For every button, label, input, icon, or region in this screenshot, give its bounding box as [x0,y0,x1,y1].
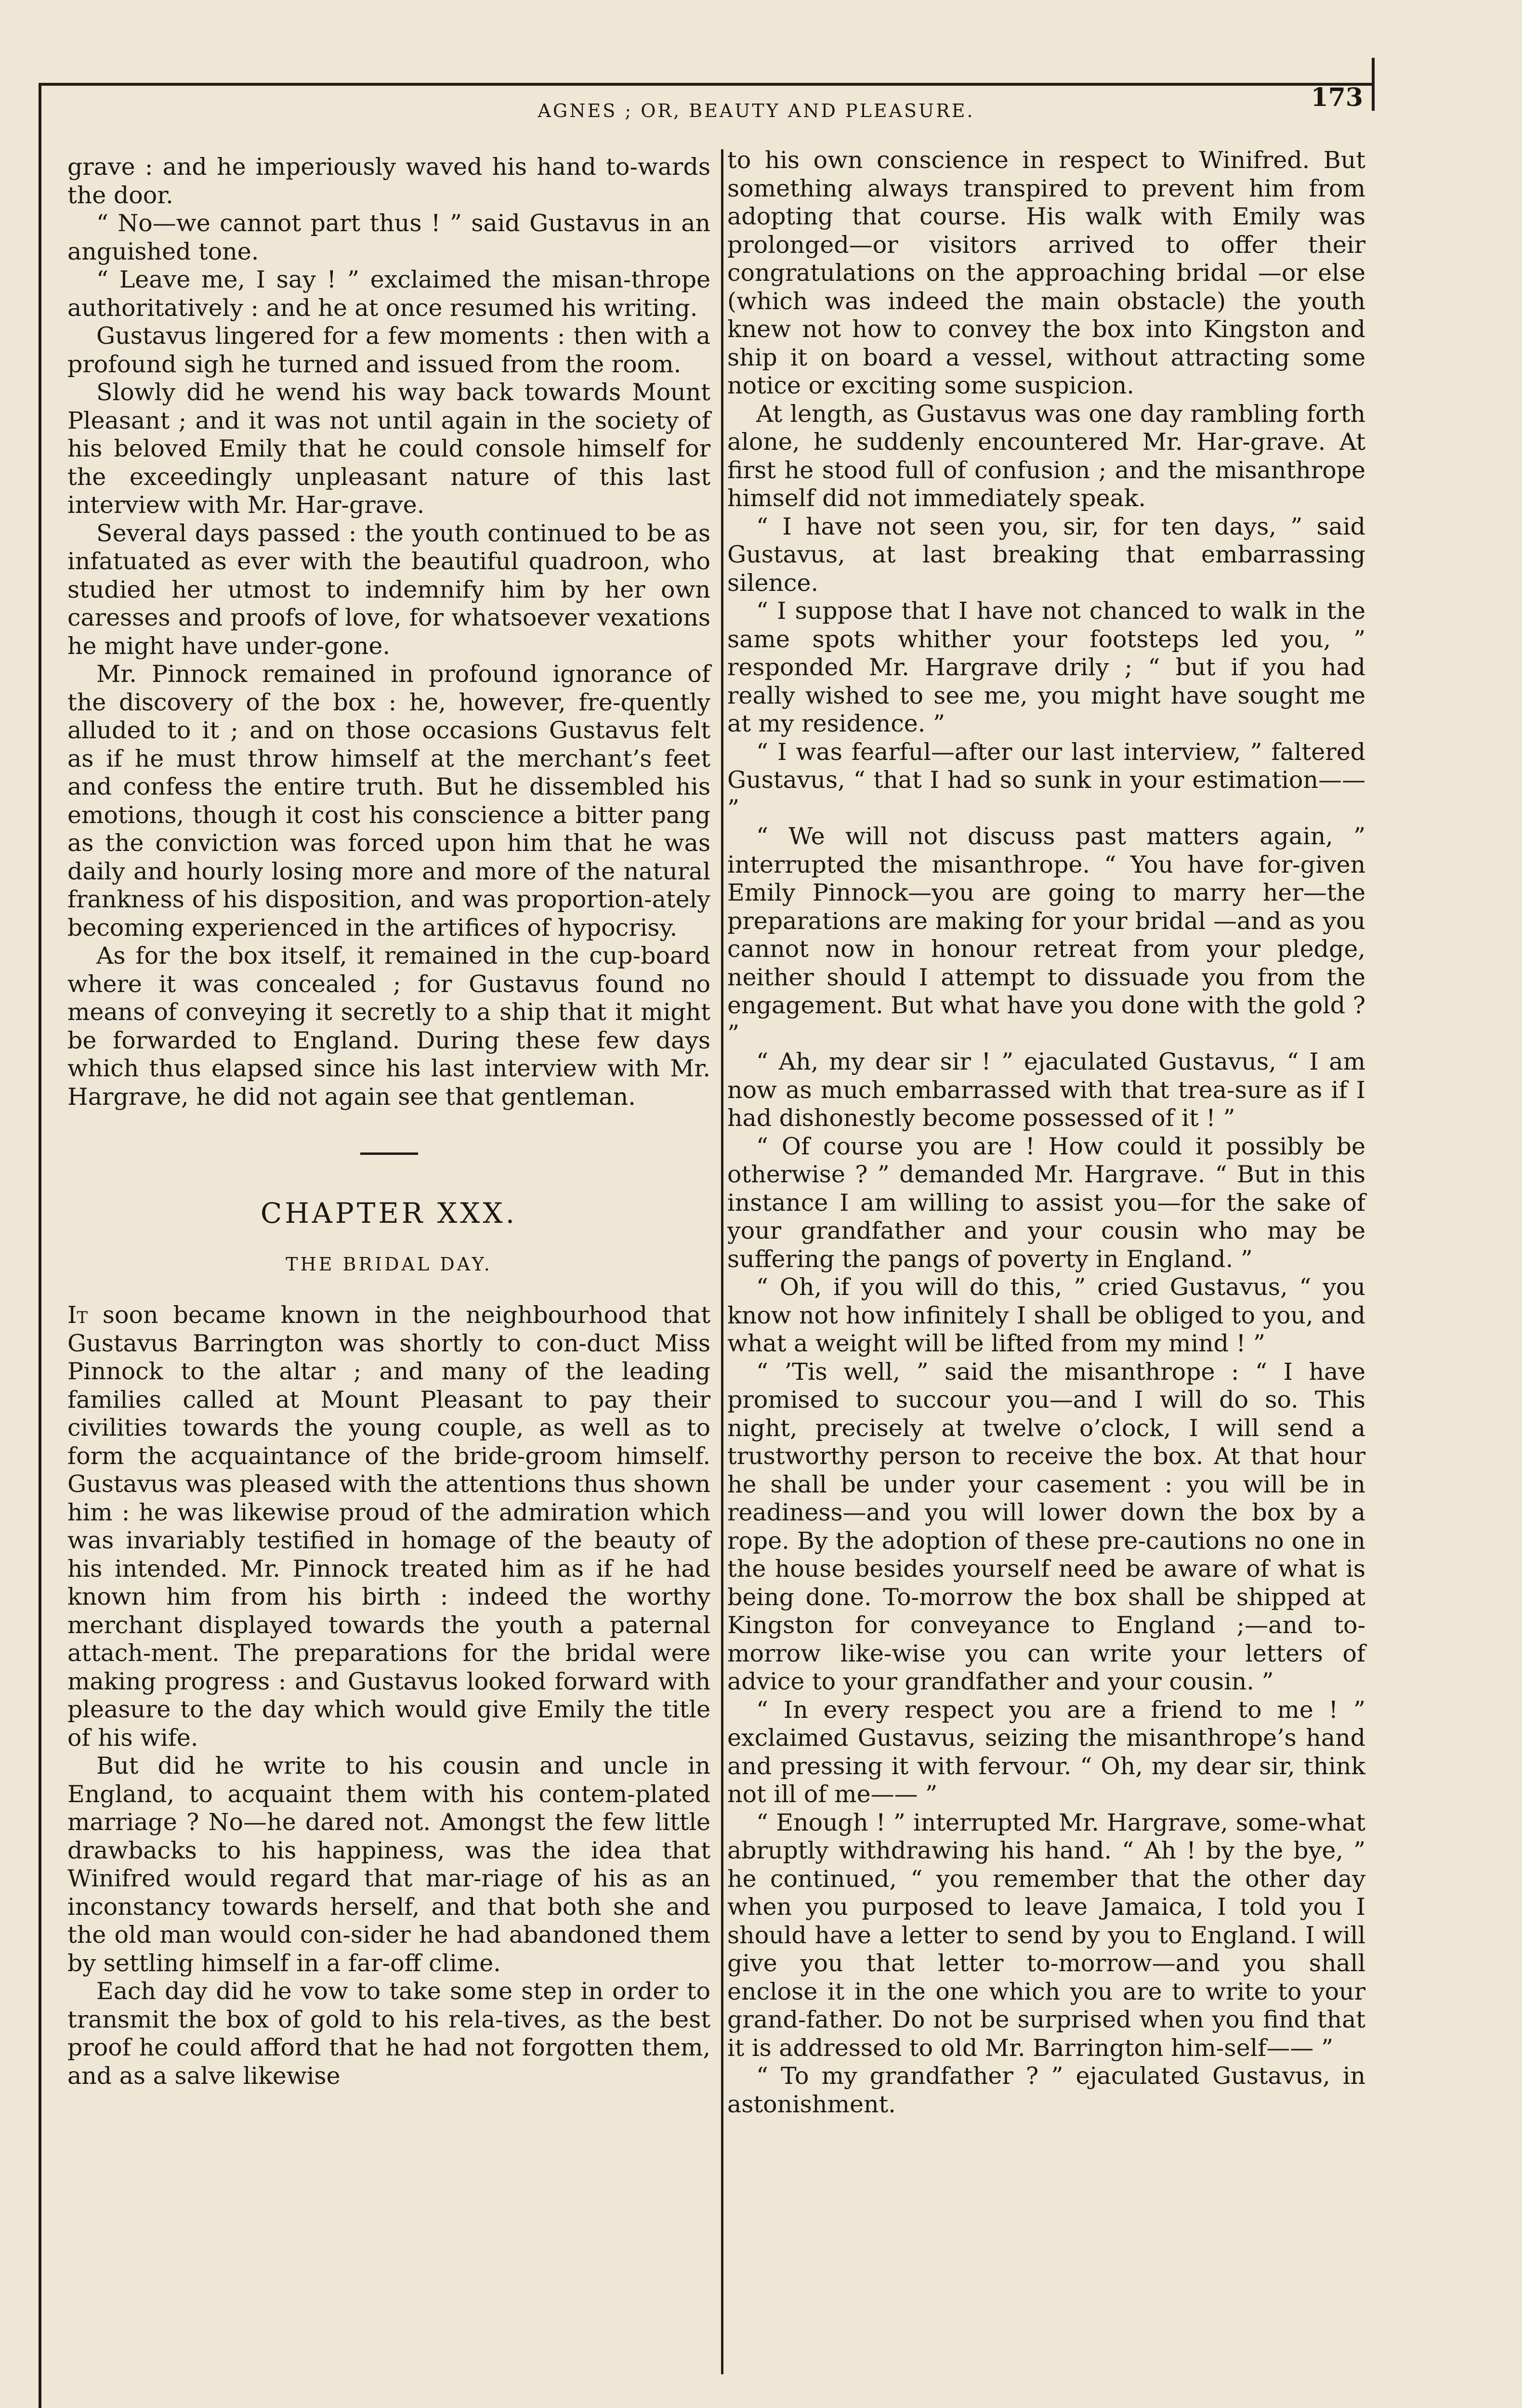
drop-word: It [67,1301,88,1329]
paragraph: grave : and he imperiously waved his hand to-wards the door. [67,153,710,209]
paragraph: “ Oh, if you will do this, ” cried Gustavus, “ you know not how infinitely I shall be obliged to you, and what a weight will be lifted from my mind ! ” [727,1273,1365,1357]
paragraph: “ ’Tis well, ” said the misanthrope : “ I have promised to succour you—and I will do so. This night, precisely at twelve o’clock, I will send a trustworthy person to receive the box. At that hour he shall be under your casement : you will be in readiness—and you will lower down the box by a rope. By the adoption of these pre-cautions no one in the house besides yourself need be aware of what is being done. To-morrow the box shall be shipped at Kingston for conveyance to England ;—and to-morrow like-wise you can write your letters of advice to your grandfather and your cousin. ” [727,1358,1365,1695]
chapter-subtitle: THE BRIDAL DAY. [286,1254,492,1275]
paragraph: “ Of course you are ! How could it possibly be otherwise ? ” demanded Mr. Hargrave. “ But in this instance I am willing to assist you—for the sake of your grandfather and your cousin who may be suffering the pangs of poverty in England. ” [727,1132,1365,1273]
header-rule [39,83,1372,86]
paragraph: “ Leave me, I say ! ” exclaimed the misan-thrope authoritatively : and he at once resumed his writing. [67,266,710,322]
paragraph: Slowly did he wend his way back towards Mount Pleasant ; and it was not until again in the society of his beloved Emily that he could console himself for the exceedingly unpleasant nature of this last interview with Mr. Har-grave. [67,379,710,519]
paragraph: Mr. Pinnock remained in profound ignorance of the discovery of the box : he, however, fre-quently alluded to it ; and on those occasions Gustavus felt as if he must throw himself at the merchant’s feet and confess the entire truth. But he dissembled his emotions, though it cost his conscience a bitter pang as the conviction was forced upon him that he was daily and hourly losing more and more of the natural frankness of his disposition, and was proportion-ately becoming experienced in the artifices of hypocrisy. [67,660,710,942]
paragraph: As for the box itself, it remained in the cup-board where it was concealed ; for Gustavus found no means of conveying it secretly to a ship that it might be forwarded to England. During these few days which thus elapsed since his last interview with Mr. Hargrave, he did not again see that gentleman. [67,942,710,1111]
page-number: 173 [1311,83,1363,112]
paragraph: Gustavus lingered for a few moments : then with a profound sigh he turned and issued from the room. [67,322,710,378]
paragraph: “ Enough ! ” interrupted Mr. Hargrave, some-what abruptly withdrawing his hand. “ Ah ! by the bye, ” he continued, “ you remember that the other day when you purposed to leave Jamaica, I told you I should have a letter to send by you to England. I will give you that letter to-morrow—and you shall enclose it in the one which you are to write to your grand-father. Do not be surprised when you find that it is addressed to old Mr. Barrington him-self—— ” [727,1808,1365,2062]
right-column [727,146,1365,2119]
paragraph: Each day did he vow to take some step in order to transmit the box of gold to his rela-tives, as the best proof he could afford that he had not forgotten them, and as a salve likewise [67,1977,710,2090]
paragraph: “ Ah, my dear sir ! ” ejaculated Gustavus, “ I am now as much embarrassed with that trea-sure as if I had dishonestly become possessed of it ! ” [727,1048,1365,1132]
left-column [67,153,710,2090]
paragraph: “ In every respect you are a friend to me ! ” exclaimed Gustavus, seizing the misanthrope’s hand and pressing it with fervour. “ Oh, my dear sir, think not ill of me—— ” [727,1696,1365,1808]
left-border-rule [39,83,41,2408]
paragraph: At length, as Gustavus was one day rambling forth alone, he suddenly encountered Mr. Har-grave. At first he stood full of confusion ; and the misanthrope himself did not immediately speak. [727,400,1365,512]
paragraph: “ No—we cannot part thus ! ” said Gustavus in an anguished tone. [67,209,710,265]
paragraph: Several days passed : the youth continued to be as infatuated as ever with the beautiful quadroon, who studied her utmost to indemnify him by her own caresses and proofs of love, for whatsoever vexations he might have under-gone. [67,519,710,660]
paragraph-text: soon became known in the neighbourhood that Gustavus Barrington was shortly to con-duct Miss Pinnock to the altar ; and many of the leading families called at Mount Pleasant to pay their civilities towards the young couple, as well as to form the acquaintance of the bride-groom himself. Gustavus was pleased with the attentions thus shown him : he was likewise proud of the admiration which was invariably testified in homage of the beauty of his intended. Mr. Pinnock treated him as if he had known him from his birth : indeed the worthy merchant displayed towards the youth a paternal attach-ment. The preparations for the bridal were making progress : and Gustavus looked forward with pleasure to the day which would give Emily the title of his wife. [67,1301,710,1752]
chapter-opening-paragraph [67,1301,710,1752]
chapter-title: CHAPTER XXX. [260,1197,518,1230]
section-separator [360,1152,418,1155]
running-title: AGNES ; OR, BEAUTY AND PLEASURE. [538,100,975,121]
paragraph: “ I have not seen you, sir, for ten days, ” said Gustavus, at last breaking that embarrassing silence. [727,512,1365,597]
right-border-rule [1372,58,1375,111]
paragraph: “ I suppose that I have not chanced to walk in the same spots whither your footsteps led you, ” responded Mr. Hargrave drily ; “ but if you had really wished to see me, you might have sought me at my residence. ” [727,597,1365,737]
paragraph: “ To my grandfather ? ” ejaculated Gustavus, in astonishment. [727,2062,1365,2118]
paragraph: But did he write to his cousin and uncle in England, to acquaint them with his contem-plated marriage ? No—he dared not. Amongst the few little drawbacks to his happiness, was the idea that Winifred would regard that mar-riage of his as an inconstancy towards herself, and that both she and the old man would con-sider he had abandoned them by settling himself in a far-off clime. [67,1752,710,1977]
paragraph: to his own conscience in respect to Winifred. But something always transpired to prevent him from adopting that course. His walk with Emily was prolonged—or visitors arrived to offer their congratulations on the approaching bridal —or else (which was indeed the main obstacle) the youth knew not how to convey the box into Kingston and ship it on board a vessel, without attracting some notice or exciting some suspicion. [727,146,1365,399]
paragraph: “ We will not discuss past matters again, ” interrupted the misanthrope. “ You have for-given Emily Pinnock—you are going to marry her—the preparations are making for your bridal —and as you cannot now in honour retreat from your pledge, neither should I attempt to dissuade you from the engagement. But what have you done with the gold ? ” [727,823,1365,1047]
paragraph: “ I was fearful—after our last interview, ” faltered Gustavus, “ that I had so sunk in your estimation—— ” [727,738,1365,822]
column-divider [721,149,723,2374]
